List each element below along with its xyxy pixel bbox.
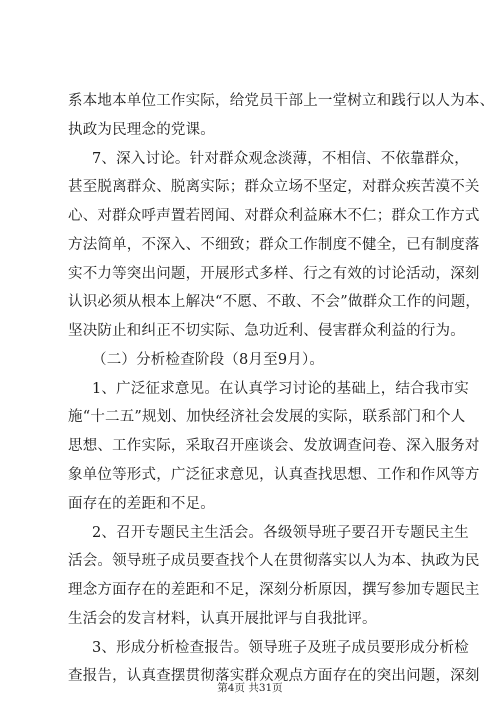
text-line: 方法简单，不深入、不细致；群众工作制度不健全，已有制度落 (68, 237, 480, 253)
text-line: 2、召开专题民主生活会。各级领导班子要召开专题民主生 (92, 525, 469, 541)
text-line: 象单位等形式，广泛征求意见，认真查找思想、工作和作风等方 (68, 467, 480, 483)
text-line: 思想、工作实际，采取召开座谈会、发放调查问卷、深入服务对 (68, 438, 480, 454)
text-line: 施“十二五”规划、加快经济社会发展的实际，联系部门和个人 (68, 409, 466, 425)
text-line: 面存在的差距和不足。 (68, 496, 215, 512)
text-line: 实不力等突出问题，开展形式多样、行之有效的讨论活动，深刻 (68, 266, 480, 282)
text-line: 认识必须从根本上解决“不愿、不敢、不会”做群众工作的问题， (68, 294, 481, 310)
text-line: 执政为民理念的党课。 (68, 122, 215, 138)
text-line: 1、广泛征求意见。在认真学习讨论的基础上，结合我市实 (92, 381, 469, 397)
text-line: 坚决防止和纠正不切实际、急功近利、侵害群众利益的行为。 (68, 323, 465, 339)
text-line: 甚至脱离群众、脱离实际；群众立场不坚定，对群众疾苦漠不关 (68, 179, 480, 195)
text-line: 查报告，认真查摆贯彻落实群众观点方面存在的突出问题，深刻 (68, 668, 480, 684)
text-line: 7、深入讨论。针对群众观念淡薄，不相信、不依靠群众， (92, 151, 469, 167)
text-line: 理念方面存在的差距和不足，深刻分析原因，撰写参加专题民主 (68, 582, 480, 598)
text-line: 活会。领导班子成员要查找个人在贯彻落实以人为本、执政为民 (68, 553, 480, 569)
text-line: 系本地本单位工作实际，给党员干部上一堂树立和践行以人为本、 (68, 93, 495, 109)
section-heading: （二）分析检查阶段（8月至9月）。 (92, 352, 325, 368)
text-line: 生活会的发言材料，认真开展批评与自我批评。 (68, 611, 377, 627)
text-line: 3、形成分析检查报告。领导班子及班子成员要形成分析检 (92, 640, 469, 656)
page-footer: 第4页 共31页 (217, 682, 283, 694)
text-line: 心、对群众呼声置若罔闻、对群众利益麻木不仁；群众工作方式 (68, 208, 480, 224)
